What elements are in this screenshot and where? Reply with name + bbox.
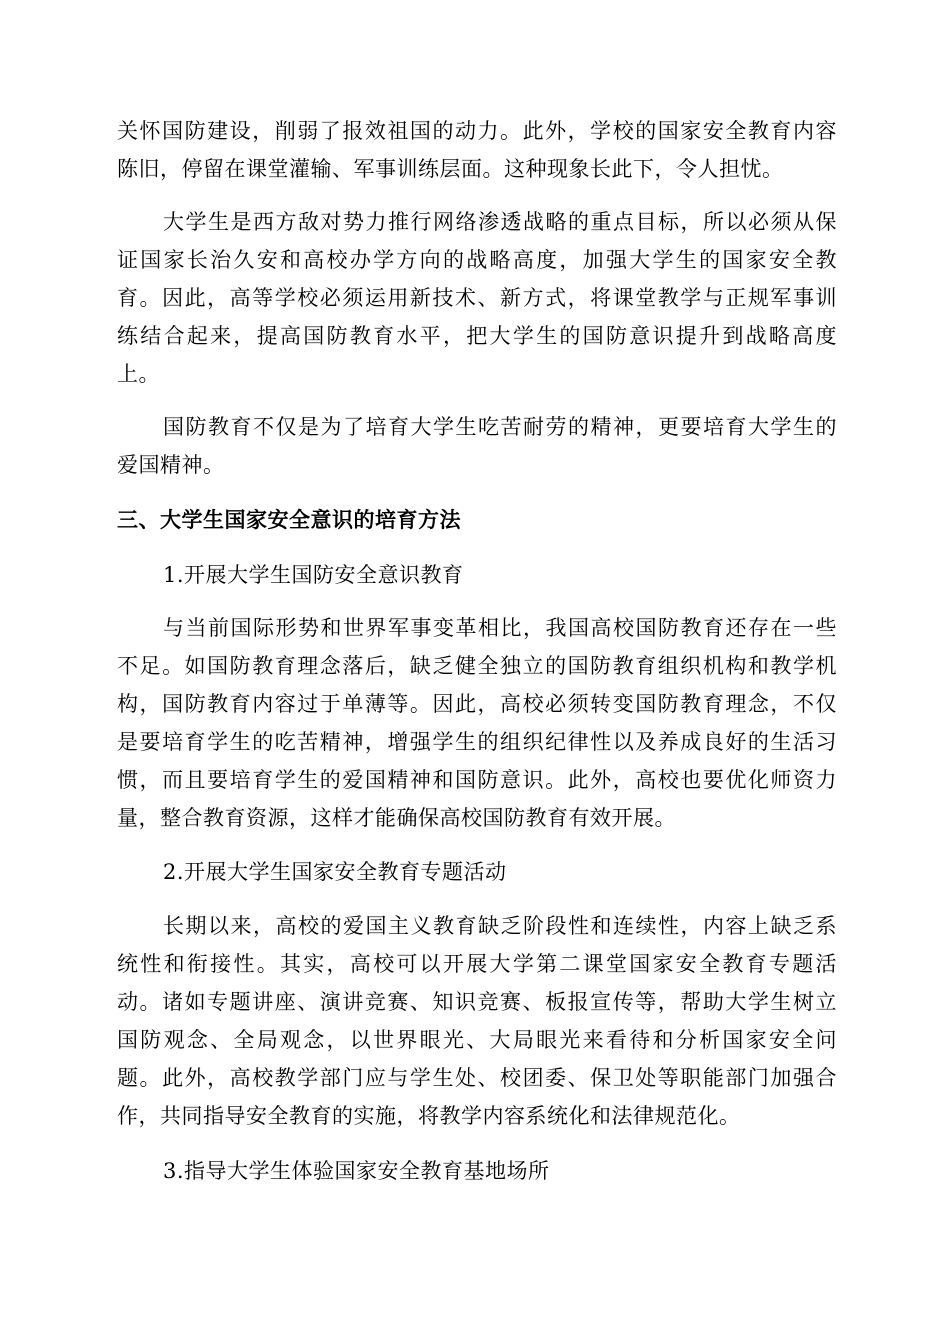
section-heading: 三、大学生国家安全意识的培育方法 (117, 507, 461, 532)
paragraph-2-line-5: 上。 (117, 362, 160, 386)
paragraph-5-line-2: 统性和衔接性。其实，高校可以开展大学第二课堂国家安全教育专题活 (117, 952, 837, 976)
paragraph-4-line-1: 与当前国际形势和世界军事变革相比，我国高校国防教育还存在一些 (163, 616, 837, 640)
paragraph-4-line-6: 量，整合教育资源，这样才能确保高校国防教育有效开展。 (117, 806, 676, 830)
paragraph-5-line-3: 动。诸如专题讲座、演讲竞赛、知识竞赛、板报宣传等，帮助大学生树立 (117, 990, 837, 1014)
subheading-3: 3.指导大学生体验国家安全教育基地场所 (163, 1159, 550, 1183)
subheading-2: 2.开展大学生国家安全教育专题活动 (163, 860, 507, 884)
paragraph-3-line-2: 爱国精神。 (117, 453, 225, 477)
paragraph-2-line-2: 证国家长治久安和高校办学方向的战略高度，加强大学生的国家安全教 (117, 248, 837, 272)
paragraph-4-line-4: 是要培育学生的吃苦精神，增强学生的组织纪律性以及养成良好的生活习 (117, 730, 837, 754)
paragraph-4-line-5: 惯，而且要培育学生的爱国精神和国防意识。此外，高校也要优化师资力 (117, 768, 837, 792)
paragraph-1-line-2: 陈旧，停留在课堂灌输、军事训练层面。这种现象长此下，令人担忧。 (117, 157, 784, 181)
paragraph-2-line-1: 大学生是西方敌对势力推行网络渗透战略的重点目标，所以必须从保 (163, 210, 837, 234)
paragraph-4-line-3: 构，国防教育内容过于单薄等。因此，高校必须转变国防教育理念，不仅 (117, 692, 837, 716)
paragraph-5-line-4: 国防观念、全局观念，以世界眼光、大局眼光来看待和分析国家安全问 (117, 1028, 837, 1052)
paragraph-5-line-1: 长期以来，高校的爱国主义教育缺乏阶段性和连续性，内容上缺乏系 (163, 914, 837, 938)
subheading-1: 1.开展大学生国防安全意识教育 (163, 563, 464, 587)
paragraph-2-line-3: 育。因此，高等学校必须运用新技术、新方式，将课堂教学与正规军事训 (117, 286, 837, 310)
paragraph-5-line-5: 题。此外，高校教学部门应与学生处、校团委、保卫处等职能部门加强合 (117, 1066, 837, 1090)
paragraph-2-line-4: 练结合起来，提高国防教育水平，把大学生的国防意识提升到战略高度 (117, 324, 837, 348)
paragraph-3-line-1: 国防教育不仅是为了培育大学生吃苦耐劳的精神，更要培育大学生的 (163, 415, 837, 439)
paragraph-4-line-2: 不足。如国防教育理念落后，缺乏健全独立的国防教育组织机构和教学机 (117, 654, 837, 678)
paragraph-1-line-1: 关怀国防建设，削弱了报效祖国的动力。此外，学校的国家安全教育内容 (117, 119, 837, 143)
paragraph-5-line-6: 作，共同指导安全教育的实施，将教学内容系统化和法律规范化。 (117, 1104, 741, 1128)
